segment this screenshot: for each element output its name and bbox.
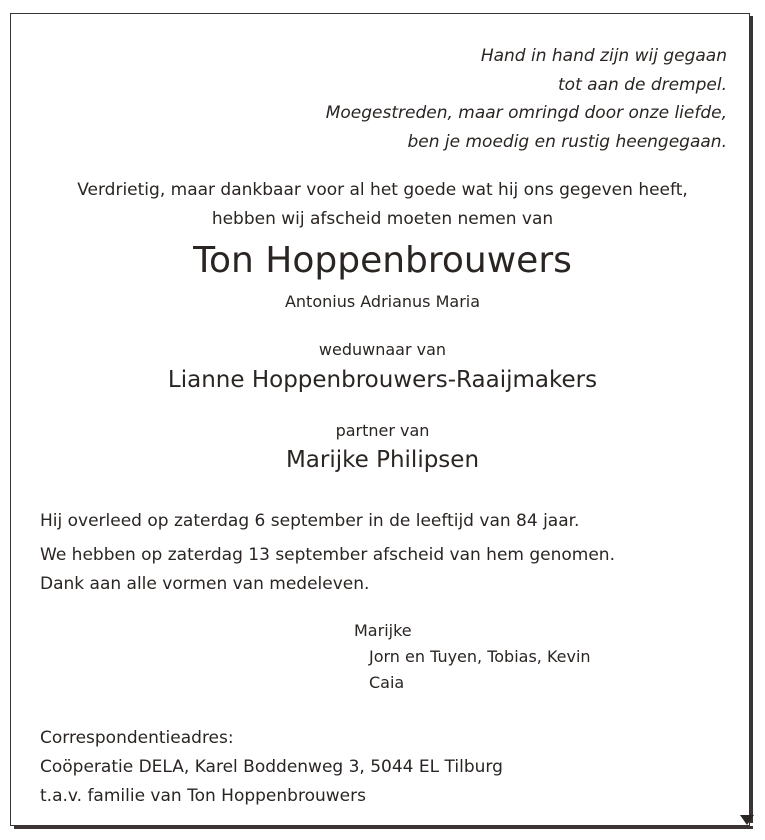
- signatories: [354, 618, 591, 696]
- deceased-name: Ton Hoppenbrouwers: [193, 240, 572, 281]
- poem-line: ben je moedig en rustig heengegaan.: [407, 131, 727, 152]
- poem-line: Moegestreden, maar omringd door onze liefde,: [325, 103, 727, 123]
- signatory: Marijke: [354, 621, 412, 640]
- partner-name: Marijke Philipsen: [285, 447, 480, 473]
- correspondence-address: [40, 724, 503, 811]
- down-arrow-icon: [740, 815, 754, 825]
- correspondence-line: Coöperatie DELA, Karel Boddenweg 3, 5044 EL Tilburg: [40, 757, 503, 777]
- partner-label: partner van: [335, 421, 430, 440]
- death-notice: Hij overleed op zaterdag 6 september in de leeftijd van 84 jaar.: [40, 511, 580, 531]
- poem: [326, 42, 727, 156]
- intro-text: [0, 176, 765, 234]
- farewell-text: [40, 541, 615, 599]
- correspondence-line: t.a.v. familie van Ton Hoppenbrouwers: [40, 786, 366, 806]
- signatory: Caia: [369, 673, 405, 692]
- spouse-name: Lianne Hoppenbrouwers-Raaijmakers: [167, 367, 598, 393]
- farewell-line: We hebben op zaterdag 13 september afscheid van hem genomen.: [40, 545, 615, 565]
- correspondence-line: Correspondentieadres:: [40, 728, 234, 748]
- intro-line: hebben wij afscheid moeten nemen van: [211, 209, 554, 229]
- poem-line: tot aan de drempel.: [558, 74, 727, 95]
- border-shadow-bottom: [14, 826, 753, 829]
- spouse-label: weduwnaar van: [318, 340, 447, 359]
- deceased-given-names: Antonius Adrianus Maria: [284, 292, 481, 311]
- poem-line: Hand in hand zijn wij gegaan: [480, 46, 727, 66]
- farewell-line: Dank aan alle vormen van medeleven.: [40, 574, 370, 594]
- intro-line: Verdrietig, maar dankbaar voor al het goede wat hij ons gegeven heeft,: [77, 180, 688, 200]
- signatory: Jorn en Tuyen, Tobias, Kevin: [369, 647, 591, 666]
